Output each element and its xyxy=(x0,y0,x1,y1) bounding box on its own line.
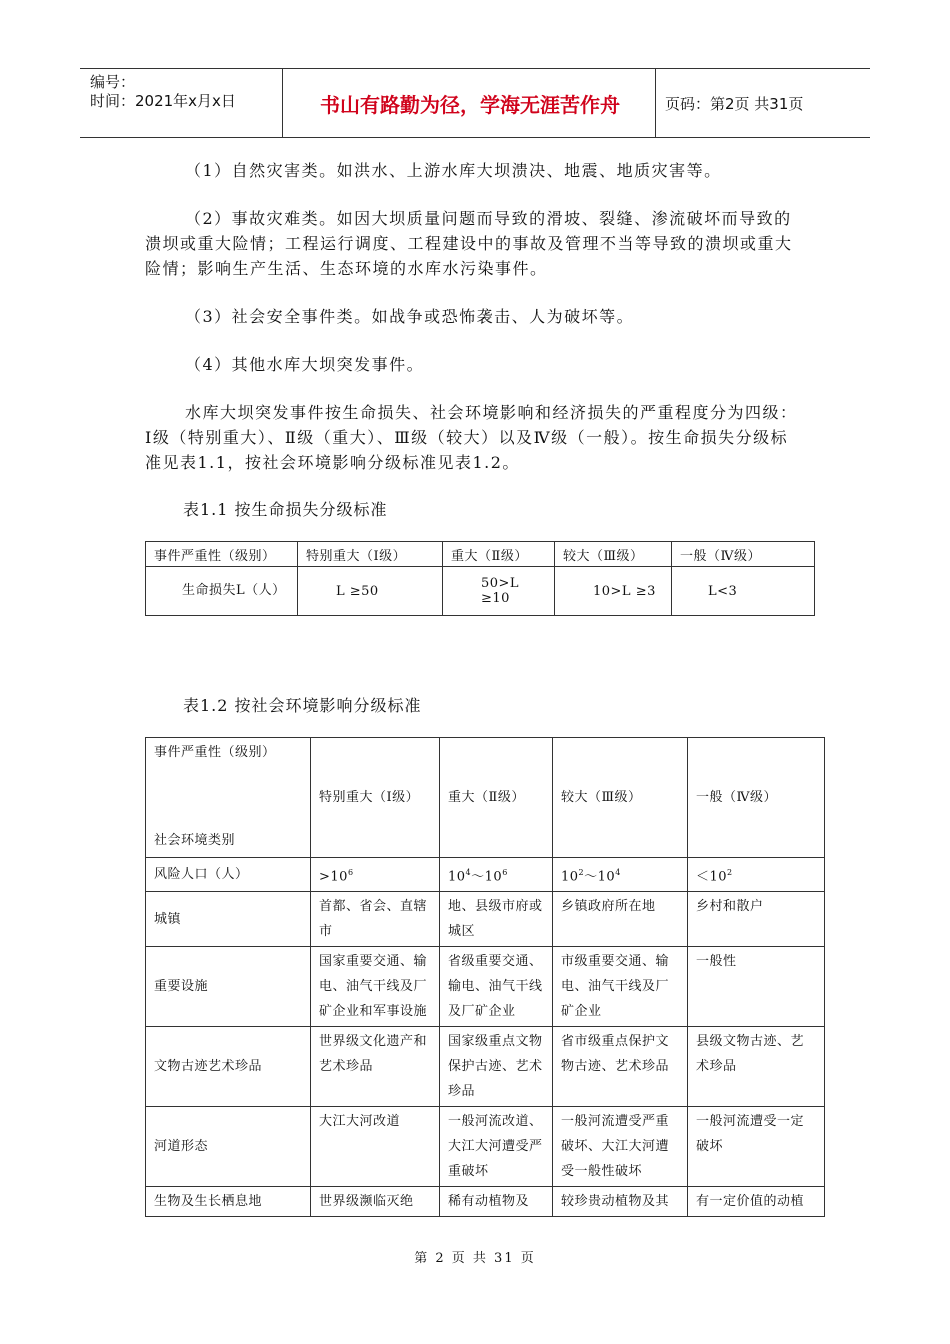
table-row-label: 风险人口（人） xyxy=(146,858,311,892)
paragraph-natural-disaster: （1）自然灾害类。如洪水、上游水库大坝溃决、地震、地质灾害等。 xyxy=(185,161,722,180)
table-row xyxy=(146,858,825,892)
table-cell: 稀有动植物及 xyxy=(440,1187,553,1217)
table-row-label: 生命损失L（人） xyxy=(146,567,298,616)
table-cell: 10>L ≥3 xyxy=(555,567,672,616)
table-header-row xyxy=(146,738,825,858)
table2-caption: 表1.2 按社会环境影响分级标准 xyxy=(183,696,422,715)
corner-bottom-label: 社会环境类别 xyxy=(154,833,236,848)
table-row-label: 生物及生长栖息地 xyxy=(146,1187,311,1217)
table-cell: 大江大河改道 xyxy=(311,1107,440,1187)
table-cell: 省级重要交通、输电、油气干线及厂矿企业 xyxy=(440,947,553,1027)
table-header-cell: 重大（Ⅱ级） xyxy=(440,738,553,858)
table-cell: $10^2\sim 10^4$ xyxy=(553,858,688,892)
paragraph-classification: 水库大坝突发事件按生命损失、社会环境影响和经济损失的严重程度分为四级：Ⅰ级（特别重大）、Ⅱ级（重大）、Ⅲ级（较大）以及Ⅳ级（一般）。按生命损失分级标准见表1.1，按社会环境影响分级标准见表1.2。 xyxy=(145,403,798,472)
table-cell: 一般河流改道、大江大河遭受严重破坏 xyxy=(440,1107,553,1187)
header-divider xyxy=(282,69,283,137)
table-cell: 乡村和散户 xyxy=(688,892,825,947)
table-cell: 首都、省会、直辖市 xyxy=(311,892,440,947)
table-cell: 世界级濒临灭绝 xyxy=(311,1187,440,1217)
table-row xyxy=(146,567,815,616)
table-cell: 市级重要交通、输电、油气干线及厂矿企业 xyxy=(553,947,688,1027)
table-row-label: 城镇 xyxy=(146,892,311,947)
table-row-label: 文物古迹艺术珍品 xyxy=(146,1027,311,1107)
table-header-cell: 较大（Ⅲ级） xyxy=(553,738,688,858)
life-loss-table xyxy=(145,541,815,616)
table-cell: 县级文物古迹、艺术珍品 xyxy=(688,1027,825,1107)
table-row xyxy=(146,1187,825,1217)
table-cell: 国家重要交通、输电、油气干线及厂矿企业和军事设施 xyxy=(311,947,440,1027)
table-cell: L ≥50 xyxy=(298,567,443,616)
table-row xyxy=(146,947,825,1027)
table-cell: 省市级重点保护文物古迹、艺术珍品 xyxy=(553,1027,688,1107)
table-cell: 一般河流遭受一定破坏 xyxy=(688,1107,825,1187)
table-header-cell: 较大（Ⅲ级） xyxy=(555,542,672,567)
table-header-cell: 一般（Ⅳ级） xyxy=(688,738,825,858)
table-row-label: 重要设施 xyxy=(146,947,311,1027)
table-cell: 地、县级市府或城区 xyxy=(440,892,553,947)
table-cell: 50>L ≥10 xyxy=(443,567,555,616)
table-header-row xyxy=(146,542,815,567)
table-header-cell: 特别重大（Ⅰ级） xyxy=(311,738,440,858)
paragraph-social-security: （3）社会安全事件类。如战争或恐怖袭击、人为破坏等。 xyxy=(185,307,635,326)
table-cell: 乡镇政府所在地 xyxy=(553,892,688,947)
table-row xyxy=(146,1027,825,1107)
header-page-number: 页码：第2页 共31页 xyxy=(665,94,804,113)
page-header xyxy=(80,68,870,138)
table-row xyxy=(146,1107,825,1187)
paragraph-accident-disaster: （2）事故灾难类。如因大坝质量问题而导致的滑坡、裂缝、渗流破坏而导致的溃坝或重大险情；工程运行调度、工程建设中的事故及管理不当等导致的溃坝或重大险情；影响生产生活、生态环境的水库水污染事件。 xyxy=(145,209,793,278)
header-meta xyxy=(90,73,236,111)
table-cell: $<10^2$ xyxy=(688,858,825,892)
time-label: 时间：2021年x月x日 xyxy=(90,92,236,110)
social-impact-table xyxy=(145,737,825,1217)
table-header-cell: 特别重大（Ⅰ级） xyxy=(298,542,443,567)
table-corner-cell xyxy=(146,738,311,858)
table-cell: $10^4\sim 10^6$ xyxy=(440,858,553,892)
table-row-label: 河道形态 xyxy=(146,1107,311,1187)
table-cell: 一般性 xyxy=(688,947,825,1027)
table-cell: 世界级文化遗产和艺术珍品 xyxy=(311,1027,440,1107)
table-cell: 有一定价值的动植 xyxy=(688,1187,825,1217)
header-divider xyxy=(655,69,656,137)
table-cell: $>10^6$ xyxy=(311,858,440,892)
table-cell: L<3 xyxy=(672,567,815,616)
paragraph-other-events: （4）其他水库大坝突发事件。 xyxy=(185,355,425,374)
table-cell: 国家级重点文物保护古迹、艺术珍品 xyxy=(440,1027,553,1107)
table-cell: 一般河流遭受严重破坏、大江大河遭受一般性破坏 xyxy=(553,1107,688,1187)
page-footer: 第 2 页 共 31 页 xyxy=(414,1251,536,1266)
table-header-cell: 一般（Ⅳ级） xyxy=(672,542,815,567)
table-header-cell: 重大（Ⅱ级） xyxy=(443,542,555,567)
code-label: 编号： xyxy=(90,73,136,91)
header-motto: 书山有路勤为径，学海无涯苦作舟 xyxy=(320,92,620,117)
table1-caption: 表1.1 按生命损失分级标准 xyxy=(183,500,388,519)
table-header-cell: 事件严重性（级别） xyxy=(146,542,298,567)
corner-top-label: 事件严重性（级别） xyxy=(154,745,276,760)
table-cell: 较珍贵动植物及其 xyxy=(553,1187,688,1217)
table-row xyxy=(146,892,825,947)
